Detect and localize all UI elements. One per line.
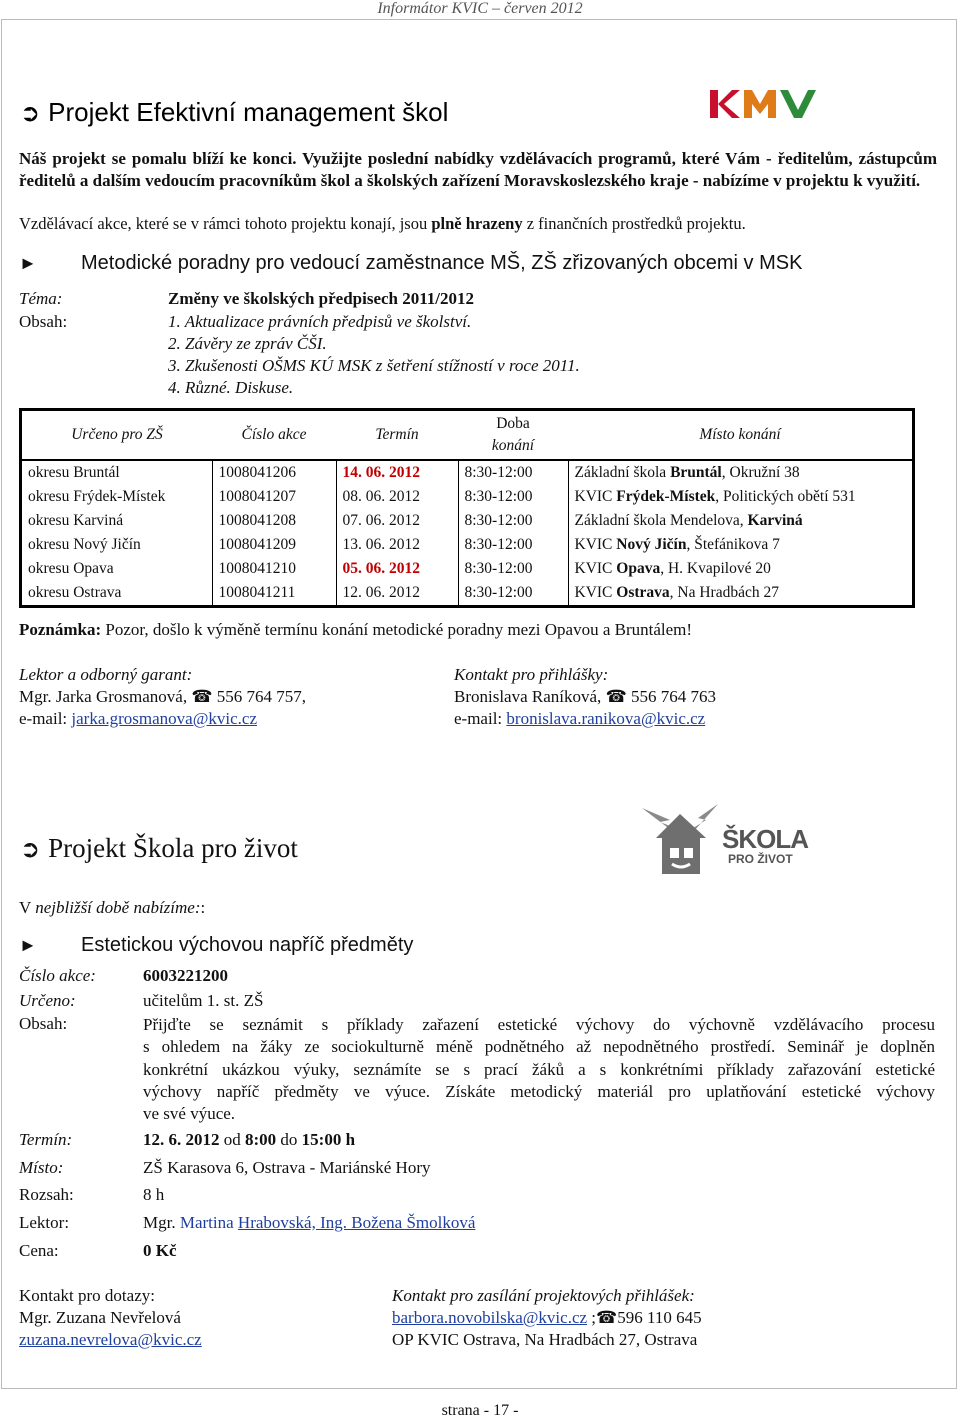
obsah-item-3: 3. Zkušenosti OŠMS KÚ MSK z šetření stížností v roce 2011. [168, 356, 580, 375]
cell-termin: 08. 06. 2012 [336, 485, 458, 509]
kontakt-email-link[interactable]: bronislava.ranikova@kvic.cz [506, 709, 706, 728]
termin-label: Termín: [19, 1130, 73, 1149]
cell-cislo: 1008041210 [212, 557, 336, 581]
arrow-icon: ➲ [20, 836, 41, 863]
cell-okres: okresu Ostrava [28, 584, 122, 601]
cislo-label: Číslo akce: [19, 966, 96, 985]
subtitle-row-2 [19, 934, 414, 957]
table-row [22, 581, 912, 605]
intro-paragraph: Náš projekt se pomalu blíží ke konci. Využijte poslední nabídky vzdělávacích programů, které Vám - ředitelům, zástupcům ředitelů a dalším vedoucím pracovníkům škol a školských zařízení Moravskoslezského kraje - nabízíme v projektu k využití. [19, 149, 937, 190]
cell-doba: 8:30-12:00 [458, 460, 568, 485]
cell-cislo: 1008041206 [212, 460, 336, 485]
zasilani-email-link[interactable]: barbora.novobilska@kvic.cz [392, 1308, 588, 1327]
cell-termin: 05. 06. 2012 [336, 557, 458, 581]
table-header-row [22, 411, 912, 460]
phone-icon: ☎ [605, 687, 627, 706]
obsah2-text: Přijďte se seznámit s příklady zařazení estetické výchovy do výchovně vzdělávacího procesu s ohledem na žáky ze sociokulturně méně podnětného až nepodnětného prostředí. Seminář je doplněn konkrétní ukázkou výuky, seznámíte se s prací žáků a s konkrétními příklady zařazování estetické výchovy napříč předměty ve výuce. Získáte metodický materiál pro uplatňování estetické výchovy ve své výuce. [143, 1015, 935, 1124]
termin-value: 12. 6. 2012 od 8:00 do 15:00 h [143, 1130, 356, 1149]
kontakt-email-row: e-mail: bronislava.ranikova@kvic.cz [454, 709, 706, 728]
phone-icon: ☎ [191, 687, 213, 706]
cell-termin: 12. 06. 2012 [336, 581, 458, 605]
subtitle-row [19, 252, 803, 275]
lektor-email-link[interactable]: jarka.grosmanova@kvic.cz [71, 709, 257, 728]
rozsah-value: 8 h [143, 1185, 165, 1204]
section1-title: ➲ Projekt Efektivní management škol [20, 97, 449, 127]
cell-termin: 13. 06. 2012 [336, 533, 458, 557]
obsah2-label: Obsah: [19, 1014, 68, 1033]
urceno-value: učitelům 1. st. ZŠ [143, 991, 264, 1010]
cell-doba: 8:30-12:00 [458, 557, 568, 581]
cell-misto: Základní škola Mendelova, Karviná [568, 509, 912, 533]
cell-cislo: 1008041207 [212, 485, 336, 509]
triangle-icon: ► [19, 935, 37, 955]
col-header-misto: Místo konání [568, 411, 912, 460]
cena-value: 0 Kč [143, 1241, 177, 1260]
section1-subtitle: Metodické poradny pro vedoucí zaměstnance MŠ, ZŠ zřizovaných obcemi v MSK [81, 252, 803, 274]
lektor-label: Lektor a odborný garant: [19, 665, 193, 684]
dotazy-label: Kontakt pro dotazy: [19, 1286, 155, 1305]
cell-misto: Základní škola Bruntál, Okružní 38 [568, 460, 912, 485]
offer-line: V nejbližší době nabízíme:: [19, 898, 206, 917]
lektor2-label: Lektor: [19, 1213, 70, 1232]
cell-misto: KVIC Ostrava, Na Hradbách 27 [568, 581, 912, 605]
table-row [22, 557, 912, 581]
triangle-icon: ► [19, 253, 37, 273]
col-header-urceno: Určeno pro ZŠ [22, 411, 212, 460]
cell-okres: okresu Nový Jičín [28, 536, 141, 553]
col-header-doba: Doba konání [458, 411, 568, 460]
cislo-value: 6003221200 [143, 966, 228, 985]
table-row [22, 460, 912, 485]
skola-pro-zivot-logo: ŠKOLA PRO ŽIVOT [640, 796, 810, 878]
cell-misto: KVIC Nový Jičín, Štefánikova 7 [568, 533, 912, 557]
section2-title: ➲ Projekt Škola pro život [20, 833, 298, 863]
lektor2-value: Mgr. Martina Hrabovská, Ing. Božena Šmolková [143, 1213, 476, 1232]
cell-okres: okresu Bruntál [28, 464, 120, 481]
kvic-logo [708, 86, 818, 120]
misto-label: Místo: [19, 1158, 64, 1177]
obsah-label: Obsah: [19, 312, 68, 331]
cell-doba: 8:30-12:00 [458, 581, 568, 605]
kontakt-label: Kontakt pro přihlášky: [454, 665, 609, 684]
dotazy-name: Mgr. Zuzana Nevřelová [19, 1308, 181, 1327]
obsah-item-4: 4. Různé. Diskuse. [168, 378, 294, 397]
table-row [22, 485, 912, 509]
urceno-label: Určeno: [19, 991, 76, 1010]
tema-value: Změny ve školských předpisech 2011/2012 [168, 289, 475, 308]
cell-cislo: 1008041208 [212, 509, 336, 533]
cell-termin: 07. 06. 2012 [336, 509, 458, 533]
cell-okres: okresu Karviná [28, 512, 124, 529]
cell-doba: 8:30-12:00 [458, 533, 568, 557]
arrow-icon: ➲ [20, 100, 41, 127]
tema-label: Téma: [19, 289, 63, 308]
funding-sentence: Vzdělávací akce, které se v rámci tohoto projektu konají, jsou plně hrazeny z finančních prostředků projektu. [19, 214, 746, 233]
page-footer: strana - 17 - [441, 1402, 519, 1419]
table-row [22, 509, 912, 533]
obsah-item-1: 1. Aktualizace právních předpisů ve školství. [168, 312, 472, 331]
zasilani-label: Kontakt pro zasílání projektových přihlášek: [392, 1286, 695, 1305]
cell-doba: 8:30-12:00 [458, 485, 568, 509]
cell-termin: 14. 06. 2012 [336, 460, 458, 485]
col-header-cislo: Číslo akce [212, 411, 336, 460]
cell-cislo: 1008041209 [212, 533, 336, 557]
lektor-name: Mgr. Jarka Grosmanová, ☎ 556 764 757, [19, 687, 307, 706]
lektor2-link[interactable]: Hrabovská, Ing. Božena Šmolková [237, 1213, 476, 1232]
schedule-table [19, 408, 915, 608]
cena-label: Cena: [19, 1241, 59, 1260]
note: Poznámka: Pozor, došlo k výměně termínu konání metodické poradny mezi Opavou a Bruntálem! [19, 620, 693, 639]
table-row [22, 533, 912, 557]
col-header-termin: Termín [336, 411, 458, 460]
zasilani-contact: barbora.novobilska@kvic.cz ;☎596 110 645 [392, 1308, 702, 1327]
cell-okres: okresu Frýdek-Místek [28, 488, 166, 505]
cell-misto: KVIC Frýdek-Místek, Politických obětí 531 [568, 485, 912, 509]
dotazy-email-link[interactable]: zuzana.nevrelova@kvic.cz [19, 1330, 202, 1349]
lektor-email-row: e-mail: jarka.grosmanova@kvic.cz [19, 709, 257, 728]
rozsah-label: Rozsah: [19, 1185, 74, 1204]
zasilani-address: OP KVIC Ostrava, Na Hradbách 27, Ostrava [392, 1330, 698, 1349]
cell-okres: okresu Opava [28, 560, 114, 577]
obsah-item-2: 2. Závěry ze zpráv ČŠI. [168, 334, 327, 353]
kontakt-name: Bronislava Raníková, ☎ 556 764 763 [454, 687, 716, 706]
cell-misto: KVIC Opava, H. Kvapilové 20 [568, 557, 912, 581]
cell-doba: 8:30-12:00 [458, 509, 568, 533]
page-header: Informátor KVIC – červen 2012 [377, 0, 583, 17]
section2-subtitle: Estetickou výchovou napříč předměty [81, 934, 414, 956]
cell-cislo: 1008041211 [212, 581, 336, 605]
misto-value: ZŠ Karasova 6, Ostrava - Mariánské Hory [143, 1158, 431, 1177]
